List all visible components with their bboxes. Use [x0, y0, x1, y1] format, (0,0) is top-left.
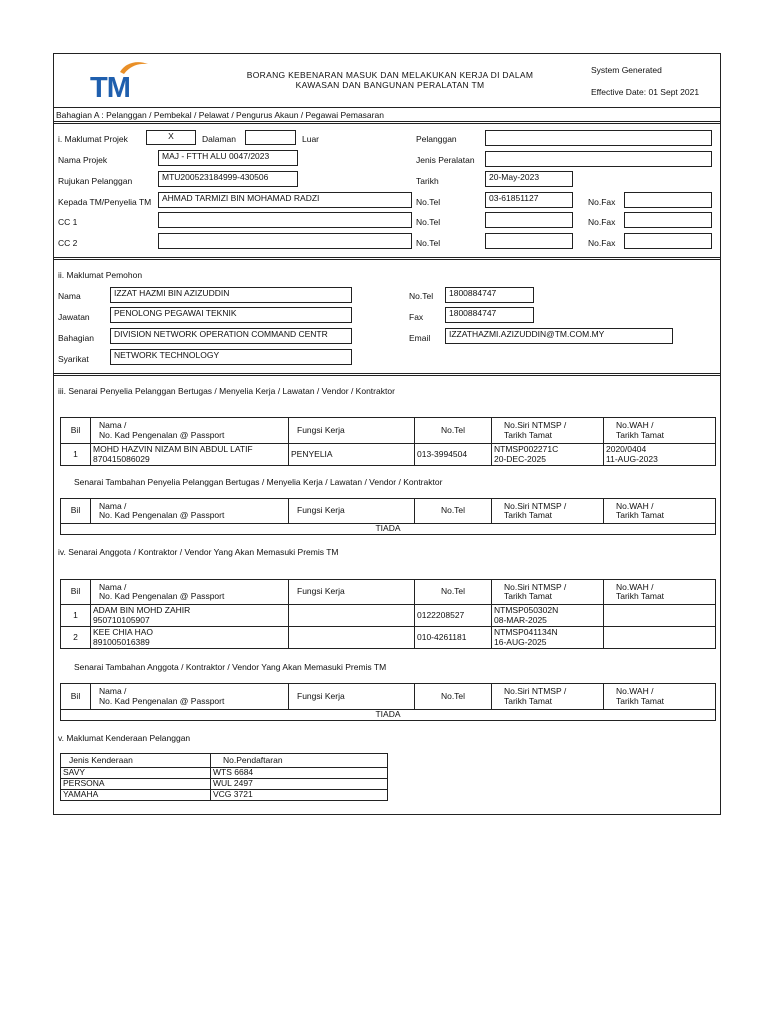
table-header-row — [61, 580, 716, 605]
col-wah — [604, 499, 716, 524]
nofax-label: No.Fax — [588, 197, 616, 207]
row-no: VCG 3721 — [211, 790, 388, 801]
table-header-row — [61, 499, 716, 524]
fax-label: Fax — [409, 312, 424, 322]
row-no: WTS 6684 — [211, 768, 388, 779]
col-jenis: Jenis Kenderaan — [61, 754, 211, 768]
pelanggan-label: Pelanggan — [416, 134, 457, 144]
row-bil: 1 — [61, 605, 91, 627]
col-nama-line2: No. Kad Pengenalan @ Passport — [99, 591, 225, 601]
row-ntmsp-date: 16-AUG-2025 — [494, 636, 547, 647]
col-nama-line1: Nama / — [99, 500, 127, 511]
row-wah — [604, 627, 716, 649]
cc1-label: CC 1 — [58, 217, 78, 227]
form-title-line-1: BORANG KEBENARAN MASUK DAN MELAKUKAN KERJA DI DALAM — [246, 70, 534, 80]
email-field[interactable]: IZZATHAZMI.AZIZUDDIN@TM.COM.MY — [445, 328, 673, 344]
col-wah-line1: No.WAH / — [616, 686, 654, 696]
table-row — [61, 779, 388, 790]
col-nama — [91, 580, 289, 605]
cc1-field[interactable] — [158, 212, 412, 228]
kepada-label: Kepada TM/Penyelia TM — [58, 197, 152, 207]
syarikat-label: Syarikat — [58, 354, 89, 364]
row-fungsi — [289, 627, 415, 649]
col-nama-line1: Nama / — [99, 581, 127, 592]
row-ntmsp — [492, 444, 604, 466]
bahagian-label: Bahagian — [58, 333, 94, 343]
row-fungsi: PENYELIA — [289, 444, 415, 466]
tarikh-field[interactable]: 20-May-2023 — [485, 171, 573, 187]
col-no-pendaftaran: No.Pendaftaran — [211, 754, 388, 768]
section-a-title: Bahagian A : Pelanggan / Pembekal / Pelawat / Pengurus Akaun / Pegawai Pemasaran — [56, 110, 384, 120]
penyelia-heading: iii. Senarai Penyelia Pelanggan Bertugas / Menyelia Kerja / Lawatan / Vendor / Kontraktor — [58, 386, 395, 396]
col-ntmsp-line1: No.Siri NTMSP / — [504, 420, 567, 430]
tiada-row — [61, 524, 716, 535]
jenis-peralatan-label: Jenis Peralatan — [416, 155, 475, 165]
table-row — [61, 768, 388, 779]
col-ntmsp-line2: Tarikh Tamat — [504, 510, 553, 520]
row-nama-text: MOHD HAZVIN NIZAM BIN ABDUL LATIF — [93, 444, 253, 454]
row-ic-text: 870415086029 — [93, 453, 150, 464]
anggota-heading: iv. Senarai Anggota / Kontraktor / Vendor Yang Akan Memasuki Premis TM — [58, 547, 339, 557]
row-wah — [604, 605, 716, 627]
col-nama-line1: Nama / — [99, 420, 127, 430]
row-bil: 2 — [61, 627, 91, 649]
notel-field-1[interactable]: 03-61851127 — [485, 192, 573, 208]
pemohon-nama-label: Nama — [58, 291, 81, 301]
row-nama — [91, 444, 289, 466]
jenis-peralatan-field[interactable] — [485, 151, 712, 167]
col-ntmsp-line1: No.Siri NTMSP / — [504, 581, 567, 592]
jawatan-field[interactable]: PENOLONG PEGAWAI TEKNIK — [110, 307, 352, 323]
row-nama-text: KEE CHIA HAO — [93, 627, 153, 637]
row-jenis: SAVY — [61, 768, 211, 779]
row-tel: 0122208527 — [415, 605, 492, 627]
col-ntmsp-line2: Tarikh Tamat — [504, 429, 553, 440]
penyelia-table — [60, 417, 716, 466]
anggota-tambahan-heading: Senarai Tambahan Anggota / Kontraktor / Vendor Yang Akan Memasuki Premis TM — [74, 662, 387, 672]
projek-heading: i. Maklumat Projek — [58, 134, 128, 144]
tiada-row — [61, 710, 716, 721]
table-row — [61, 444, 716, 466]
col-ntmsp-line1: No.Siri NTMSP / — [504, 500, 567, 511]
row-fungsi — [289, 605, 415, 627]
rujukan-field[interactable]: MTU200523184999-430506 — [158, 171, 298, 187]
rujukan-label: Rujukan Pelanggan — [58, 176, 133, 186]
anggota-table — [60, 579, 716, 649]
nama-projek-field[interactable]: MAJ - FTTH ALU 0047/2023 — [158, 150, 298, 166]
notel-label: No.Tel — [416, 238, 441, 248]
nofax-field-3[interactable] — [624, 233, 712, 249]
notel-field-3[interactable] — [485, 233, 573, 249]
divider — [53, 375, 721, 376]
tiada-text: TIADA — [61, 524, 716, 535]
system-generated: System Generated — [591, 65, 662, 75]
kenderaan-table — [60, 753, 388, 801]
row-nama — [91, 627, 289, 649]
divider — [53, 373, 721, 374]
row-nama-text: ADAM BIN MOHD ZAHIR — [93, 605, 191, 615]
kenderaan-heading: v. Maklumat Kenderaan Pelanggan — [58, 733, 191, 743]
divider — [53, 107, 721, 108]
row-wah — [604, 444, 716, 466]
divider — [53, 121, 721, 122]
row-bil: 1 — [61, 444, 91, 466]
row-ntmsp — [492, 627, 604, 649]
luar-label: Luar — [302, 134, 320, 144]
col-fungsi: Fungsi Kerja — [289, 684, 415, 710]
col-notel: No.Tel — [415, 580, 492, 605]
col-bil: Bil — [61, 499, 91, 524]
cc2-field[interactable] — [158, 233, 412, 249]
col-ntmsp — [492, 684, 604, 710]
col-wah-line1: No.WAH / — [616, 581, 654, 592]
col-nama — [91, 499, 289, 524]
col-wah-line2: Tarikh Tamat — [616, 591, 665, 601]
row-ic-text: 950710105907 — [93, 614, 150, 625]
col-wah-line1: No.WAH / — [616, 500, 654, 511]
col-fungsi: Fungsi Kerja — [289, 499, 415, 524]
syarikat-field[interactable]: NETWORK TECHNOLOGY — [110, 349, 352, 365]
row-nama — [91, 605, 289, 627]
row-jenis: PERSONA — [61, 779, 211, 790]
row-wah-text: 2020/0404 — [606, 444, 647, 454]
col-nama-line2: No. Kad Pengenalan @ Passport — [99, 429, 225, 440]
pelanggan-field[interactable] — [485, 130, 712, 146]
nofax-label: No.Fax — [588, 238, 616, 248]
row-tel: 013-3994504 — [415, 444, 492, 466]
row-jenis: YAMAHA — [61, 790, 211, 801]
col-wah — [604, 684, 716, 710]
row-tel: 010-4261181 — [415, 627, 492, 649]
kepada-field[interactable]: AHMAD TARMIZI BIN MOHAMAD RADZI — [158, 192, 412, 208]
notel-label: No.Tel — [416, 217, 441, 227]
tarikh-label: Tarikh — [416, 176, 439, 186]
anggota-tambahan-table — [60, 683, 716, 721]
table-header-row — [61, 754, 388, 768]
tm-logo — [90, 60, 150, 104]
col-notel: No.Tel — [415, 499, 492, 524]
col-ntmsp-line1: No.Siri NTMSP / — [504, 686, 567, 696]
col-fungsi: Fungsi Kerja — [289, 418, 415, 444]
col-notel: No.Tel — [415, 418, 492, 444]
pemohon-heading: ii. Maklumat Pemohon — [58, 270, 143, 280]
col-fungsi: Fungsi Kerja — [289, 580, 415, 605]
luar-checkbox[interactable] — [245, 130, 296, 145]
col-wah-line2: Tarikh Tamat — [616, 429, 665, 440]
nofax-field-1[interactable] — [624, 192, 712, 208]
row-ntmsp-text: NTMSP041134N — [494, 627, 558, 637]
col-bil: Bil — [61, 418, 91, 444]
col-nama-line2: No. Kad Pengenalan @ Passport — [99, 695, 225, 706]
divider — [53, 259, 721, 260]
table-row — [61, 627, 716, 649]
col-bil: Bil — [61, 580, 91, 605]
dalaman-checkbox[interactable]: X — [146, 130, 196, 145]
row-ntmsp-date: 08-MAR-2025 — [494, 614, 547, 625]
row-ic-text: 891005016389 — [93, 636, 150, 647]
col-wah-line1: No.WAH / — [616, 420, 654, 430]
tiada-text: TIADA — [61, 710, 716, 721]
nama-projek-label: Nama Projek — [58, 155, 108, 165]
col-wah — [604, 418, 716, 444]
cc2-label: CC 2 — [58, 238, 78, 248]
email-label: Email — [409, 333, 431, 343]
col-nama — [91, 684, 289, 710]
dalaman-label: Dalaman — [202, 134, 237, 144]
penyelia-tambahan-table — [60, 498, 716, 535]
fax-field[interactable]: 1800884747 — [445, 307, 534, 323]
penyelia-tambahan-heading: Senarai Tambahan Penyelia Pelanggan Bertugas / Menyelia Kerja / Lawatan / Vendor / Kontraktor — [74, 477, 443, 487]
col-ntmsp-line2: Tarikh Tamat — [504, 591, 553, 601]
notel-field-2[interactable] — [485, 212, 573, 228]
col-nama-line2: No. Kad Pengenalan @ Passport — [99, 510, 225, 520]
row-ntmsp-text: NTMSP050302N — [494, 605, 559, 615]
pemohon-notel-field[interactable]: 1800884747 — [445, 287, 534, 303]
col-wah — [604, 580, 716, 605]
col-wah-line2: Tarikh Tamat — [616, 510, 665, 520]
row-wah-date: 11-AUG-2023 — [606, 453, 658, 464]
col-ntmsp-line2: Tarikh Tamat — [504, 695, 553, 706]
table-header-row — [61, 418, 716, 444]
row-ntmsp-text: NTMSP002271C — [494, 444, 559, 454]
col-ntmsp — [492, 499, 604, 524]
col-ntmsp — [492, 418, 604, 444]
pemohon-nama-field[interactable]: IZZAT HAZMI BIN AZIZUDDIN — [110, 287, 352, 303]
notel-label: No.Tel — [416, 197, 441, 207]
pemohon-notel-label: No.Tel — [409, 291, 434, 301]
divider — [53, 257, 721, 258]
col-nama-line1: Nama / — [99, 686, 127, 696]
col-bil: Bil — [61, 684, 91, 710]
row-ntmsp — [492, 605, 604, 627]
nofax-label: No.Fax — [588, 217, 616, 227]
row-ntmsp-date: 20-DEC-2025 — [494, 453, 546, 464]
col-nama — [91, 418, 289, 444]
jawatan-label: Jawatan — [58, 312, 90, 322]
bahagian-field[interactable]: DIVISION NETWORK OPERATION COMMAND CENTR — [110, 328, 352, 344]
col-wah-line2: Tarikh Tamat — [616, 695, 665, 706]
col-notel: No.Tel — [415, 684, 492, 710]
row-no: WUL 2497 — [211, 779, 388, 790]
tm-logo-text: TM — [90, 72, 130, 104]
table-row — [61, 605, 716, 627]
table-header-row — [61, 684, 716, 710]
effective-date: Effective Date: 01 Sept 2021 — [591, 87, 700, 97]
col-ntmsp — [492, 580, 604, 605]
divider — [53, 123, 721, 124]
table-row — [61, 790, 388, 801]
form-title-line-2: KAWASAN DAN BANGUNAN PERALATAN TM — [295, 80, 485, 90]
nofax-field-2[interactable] — [624, 212, 712, 228]
